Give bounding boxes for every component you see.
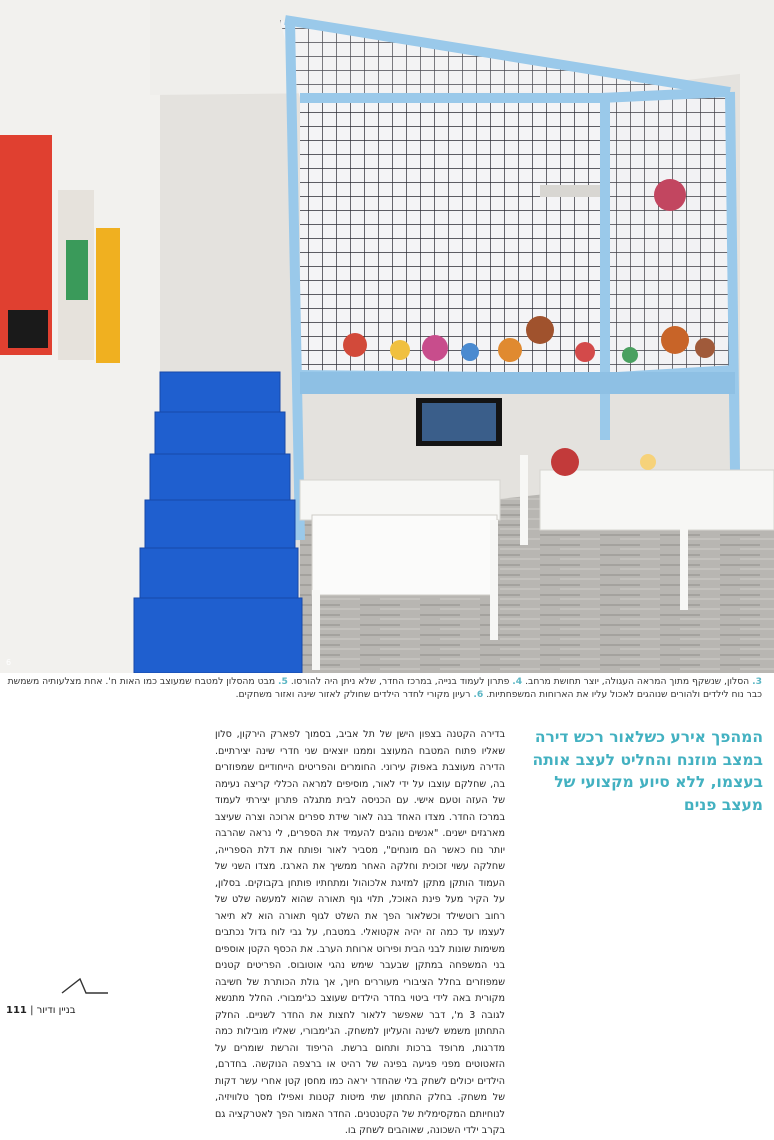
caption-text-3: מבט מהסלון למטבח שמעוצב כמו האות ח'. אחת מצלעותיה משמשת כבר נוח לילדים ולהורים שנוהגים לאכול עליו את הארוחות המשפחתיות. <box>7 676 762 700</box>
right-window-wall <box>740 60 774 480</box>
caption-num-2: 4. <box>512 676 523 687</box>
pull-quote: המהפך אירע כשלאור רכש דירה במצב מוזנח והחליט לעצב אותה בעצמו, ללא סיוע מקצועי של מעצב פנים <box>532 728 763 814</box>
back-net <box>300 98 600 378</box>
photo-number: 6 <box>6 658 12 667</box>
page-footer <box>6 1005 76 1016</box>
caption-text-1: הסלון, שנשקף מתוך המראה העגולה, יוצר תחושת מרחב. <box>525 676 750 687</box>
caption-num-3: 5. <box>278 676 288 687</box>
stairs <box>134 372 302 673</box>
air-conditioner <box>540 185 600 197</box>
photo-caption <box>2 675 762 701</box>
caption-text-2: פתרון לעמוד בנייה, במרכז החדר, שלא ניתן היה להורסו. <box>290 676 510 687</box>
caption-num-4: 6. <box>473 689 484 700</box>
article-body: בדירה הקטנה בצפון הישן של תל אביב, בסמוך לפארק הירקון, סלון שאליו פתוח המטבח המעוצב וממנו יוצאים שני חדרי שינה יצירתיים. הדירה מעוצבת באפוק עירוני. החומרים והפריטים הייחודיים שמפוזרים בה, שחלקם עוצבו על ידי לאור, מוסיפים למראה הכללי קריצה נעימה של העזה וטעם אישי. עם הכניסה לבית מתגלה פתרון יצירתי לעמוד במרכז החדר. מצדו האחד בנה לאור שידת ספרים ארוכה וצרה שעיצב מארגזים ישנים. "אנשים נוהגים להעמיד את הספרים, לי נראה שהרבה יותר נוח כאשר הם מונחים", מסביר לאור ופותח את דלת הספרייה, שחלקה עשוי זכוכית וחלקה האחר ממשיך את הארגז. מצדו השני של העמוד הותקן מתקן למזיגת אלכוהול ומתחתיו פותחן בקבוקים. בסלון, על הקיר מעל פינת האוכל, תלוי גוף תאורה שהוא למעשה שלט של רחוב רוטשילד וכשלאור הפך את השלט לגוף תאורה הוא לא תיאר לעצמו עד כמה זה יהיה אקטואלי. במטבח, על גבי לוח גדול נכתבים משימות שונות לבני הבית ופירוט ארוחת הערב. את הכסף הקטן אוספים בני המשפחה במתקן שבעבר שימש נהגי אוטובוס. הפריטים קטנים שמפוזרים בחלל הציבורי מעוררים חיוך, אך גולת הכותרת של חשיבה מקורית באה לידי ביטוי בחדר הילדים שעוצב כג'ימבורי. החלל מתנשא לגובה 3 מ', דבר שאפשר ללאור לחצות את החדר לשניים. החלק התחתון משמש לשינה והעליון למשחק. הג'ימבורי, שאליו מובילות כמה מדרגות, מרופד ברכות ותחום ברשת. הריפוד והרשת שומרים על הזאטוטים מפני פגיעה בפינה של רהיט או ברצפה הנוקשה. בחדרם, הילדים יכולים לשחק בלי שהחדר יראה כמו מחסן קטן אחרי עשר דקות של משחק. בחלק התחתון שתי מיטות קטנות ואפילו מסך טלוויזיה, לנוחיותם המקסימלית של הקטנטנים. החדר האמור הפך לאטרקציה גם בקרב ילדי השכונה, שאוהבים לשחק בו. <box>215 729 505 1136</box>
end-sign-icon <box>60 975 110 997</box>
magazine-name: בניין ודיור <box>36 1005 76 1016</box>
caption-text-4: רעיון מקורי לחדר הילדים שחולק לאזור שינה ואזור משחקים. <box>235 689 471 700</box>
poster-3 <box>96 228 120 363</box>
tv-screen <box>422 403 496 441</box>
platform <box>300 372 735 394</box>
footer-separator: | <box>30 1005 34 1016</box>
page-number: 111 <box>6 1005 27 1016</box>
caption-num-1: 3. <box>752 676 762 687</box>
wall-ornament <box>654 179 686 211</box>
